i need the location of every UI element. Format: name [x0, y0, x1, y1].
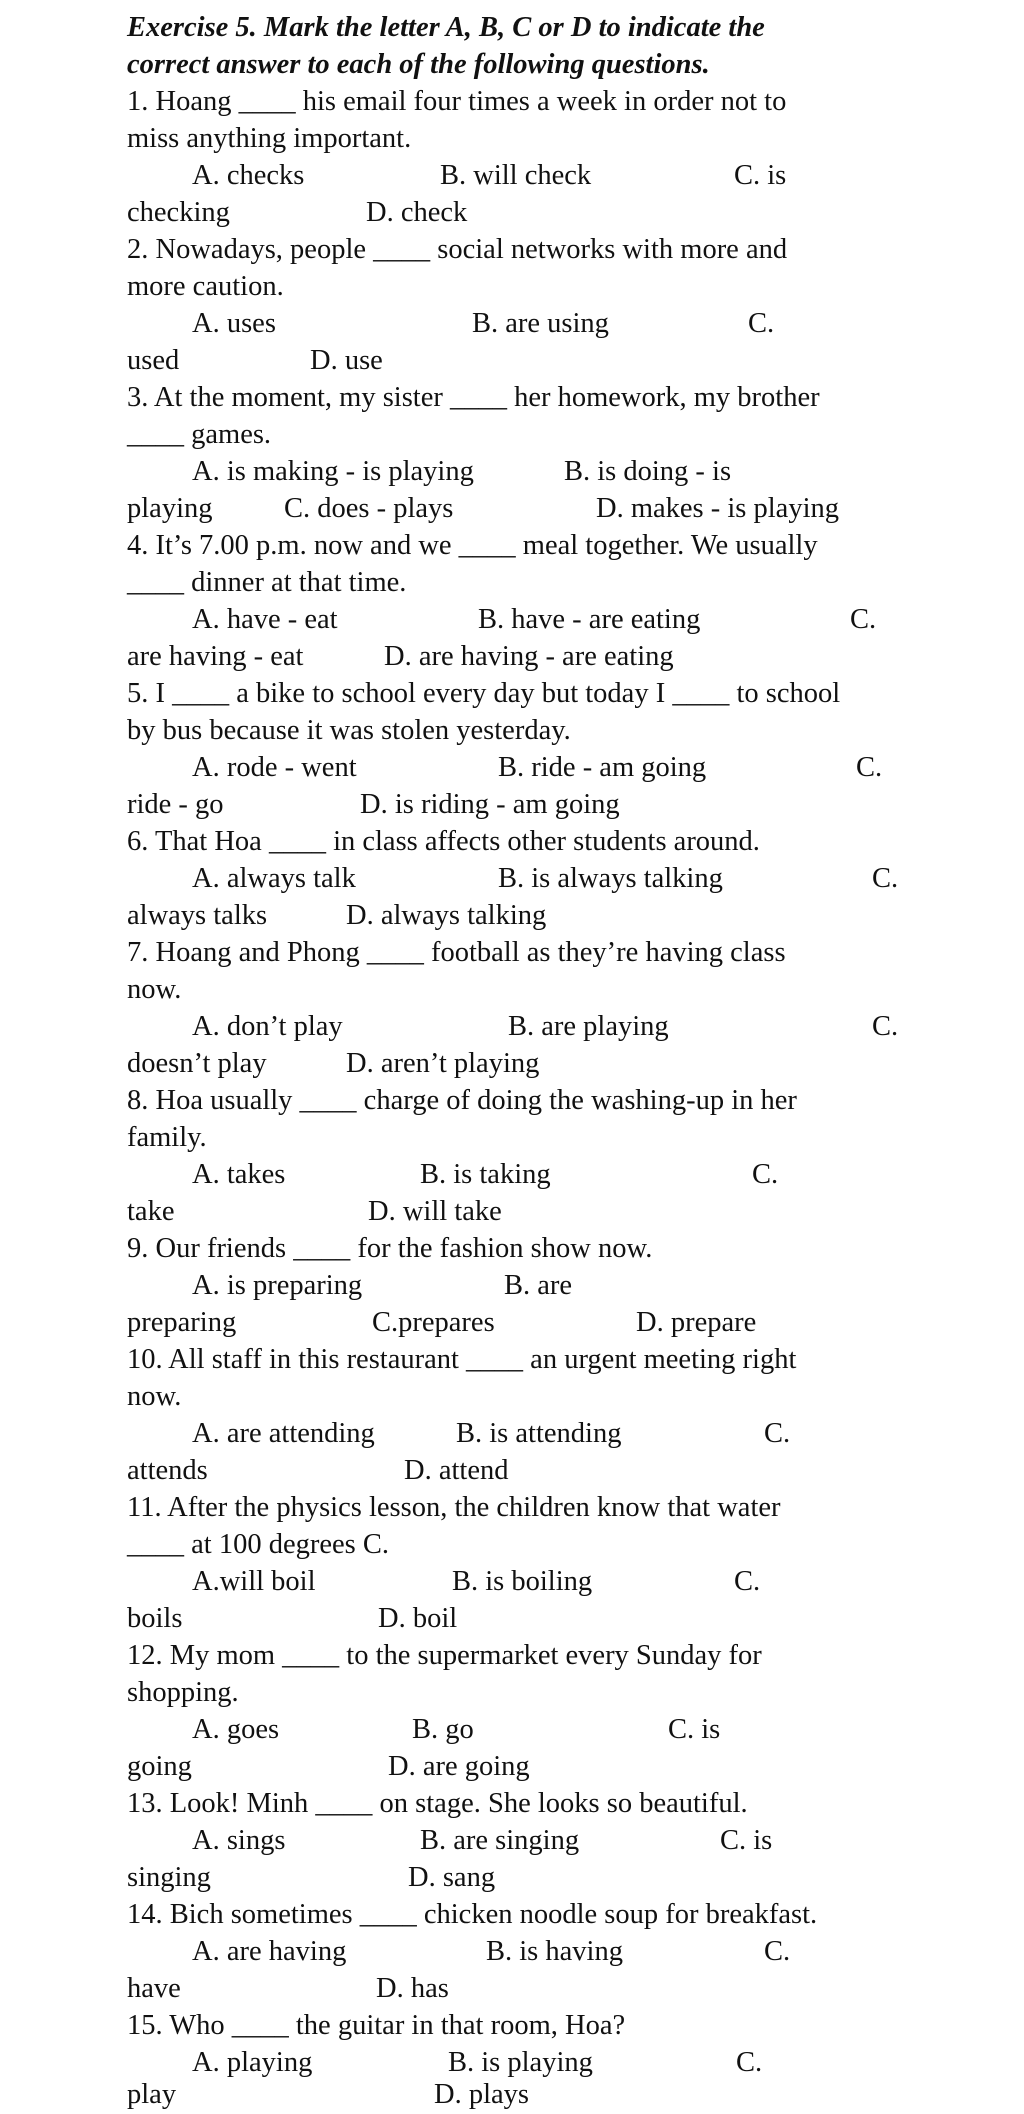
q14-option-c-cont: have: [127, 1973, 181, 2004]
q12-option-d: D. are going: [388, 1751, 530, 1782]
q2-option-c: C.: [748, 308, 775, 339]
q11-option-a: A.will boil: [192, 1566, 316, 1597]
q7-option-b: B. are playing: [508, 1011, 669, 1042]
q5-option-b: B. ride - am going: [498, 752, 707, 783]
q11-option-b: B. is boiling: [452, 1566, 593, 1597]
question-5-text: 5. I ____ a bike to school every day but today I ____ to school: [127, 678, 841, 709]
q5-option-d: D. is riding - am going: [360, 789, 620, 820]
q6-option-c-cont: always talks: [127, 900, 268, 931]
q13-option-b: B. are singing: [420, 1825, 580, 1856]
question-2-text-cont: more caution.: [127, 271, 284, 302]
exercise-title-line-2: correct answer to each of the following questions.: [127, 49, 710, 80]
q5-option-c-cont: ride - go: [127, 789, 224, 820]
q2-option-b: B. are using: [472, 308, 609, 339]
question-10-text-cont: now.: [127, 1381, 182, 1412]
q7-option-c-cont: doesn’t play: [127, 1048, 267, 1079]
question-1-text: 1. Hoang ____ his email four times a week in order not to: [127, 86, 787, 117]
question-10-text: 10. All staff in this restaurant ____ an urgent meeting right: [127, 1344, 797, 1375]
q6-option-a: A. always talk: [192, 863, 356, 894]
q8-option-b: B. is taking: [420, 1159, 551, 1190]
exercise-title-line-1: Exercise 5. Mark the letter A, B, C or D to indicate the: [127, 12, 765, 43]
question-1-text-cont: miss anything important.: [127, 123, 412, 154]
q14-option-a: A. are having: [192, 1936, 347, 1967]
q4-option-c: C.: [850, 604, 877, 635]
q8-option-c: C.: [752, 1159, 779, 1190]
q1-option-c-cont: checking: [127, 197, 230, 228]
question-15-text: 15. Who ____ the guitar in that room, Hoa?: [127, 2010, 626, 2041]
q1-option-d: D. check: [366, 197, 468, 228]
question-11-text-cont: ____ at 100 degrees C.: [127, 1529, 389, 1560]
q12-option-c-cont: going: [127, 1751, 192, 1782]
question-13-text: 13. Look! Minh ____ on stage. She looks so beautiful.: [127, 1788, 748, 1819]
q8-option-c-cont: take: [127, 1196, 175, 1227]
question-4-text: 4. It’s 7.00 p.m. now and we ____ meal together. We usually: [127, 530, 818, 561]
question-3-text: 3. At the moment, my sister ____ her homework, my brother: [127, 382, 820, 413]
q1-option-b: B. will check: [440, 160, 592, 191]
q8-option-a: A. takes: [192, 1159, 286, 1190]
question-8-text: 8. Hoa usually ____ charge of doing the washing-up in her: [127, 1085, 797, 1116]
q15-option-c: C.: [736, 2047, 763, 2078]
q3-option-b: B. is doing - is: [564, 456, 732, 487]
q12-option-a: A. goes: [192, 1714, 280, 1745]
q13-option-c: C. is: [720, 1825, 773, 1856]
q10-option-c-cont: attends: [127, 1455, 208, 1486]
q9-option-b-cont: preparing: [127, 1307, 237, 1338]
q4-option-a: A. have - eat: [192, 604, 338, 635]
question-14-text: 14. Bich sometimes ____ chicken noodle soup for breakfast.: [127, 1899, 818, 1930]
q11-option-c-cont: boils: [127, 1603, 183, 1634]
q3-option-c: C. does - plays: [284, 493, 454, 524]
q15-option-a: A. playing: [192, 2047, 313, 2078]
q1-option-c: C. is: [734, 160, 787, 191]
q9-option-b: B. are: [504, 1270, 573, 1301]
q11-option-d: D. boil: [378, 1603, 458, 1634]
q6-option-c: C.: [872, 863, 899, 894]
question-7-text: 7. Hoang and Phong ____ football as they’re having class: [127, 937, 786, 968]
q6-option-d: D. always talking: [346, 900, 547, 931]
q3-option-a: A. is making - is playing: [192, 456, 474, 487]
q4-option-b: B. have - are eating: [478, 604, 701, 635]
q10-option-c: C.: [764, 1418, 791, 1449]
q3-option-b-cont: playing: [127, 493, 213, 524]
q7-option-d: D. aren’t playing: [346, 1048, 540, 1079]
question-4-text-cont: ____ dinner at that time.: [127, 567, 407, 598]
q14-option-c: C.: [764, 1936, 791, 1967]
q15-option-b: B. is playing: [448, 2047, 593, 2078]
q9-option-c: C.prepares: [372, 1307, 495, 1338]
q9-option-d: D. prepare: [636, 1307, 757, 1338]
q10-option-b: B. is attending: [456, 1418, 622, 1449]
q6-option-b: B. is always talking: [498, 863, 723, 894]
q2-option-c-cont: used: [127, 345, 180, 376]
q10-option-a: A. are attending: [192, 1418, 375, 1449]
q1-option-a: A. checks: [192, 160, 305, 191]
q12-option-b: B. go: [412, 1714, 474, 1745]
question-6-text: 6. That Hoa ____ in class affects other students around.: [127, 826, 760, 857]
question-2-text: 2. Nowadays, people ____ social networks with more and: [127, 234, 788, 265]
q14-option-d: D. has: [376, 1973, 449, 2004]
question-9-text: 9. Our friends ____ for the fashion show now.: [127, 1233, 653, 1264]
q5-option-a: A. rode - went: [192, 752, 357, 783]
q4-option-c-cont: are having - eat: [127, 641, 304, 672]
q11-option-c: C.: [734, 1566, 761, 1597]
q12-option-c: C. is: [668, 1714, 721, 1745]
q8-option-d: D. will take: [368, 1196, 502, 1227]
question-12-text: 12. My mom ____ to the supermarket every Sunday for: [127, 1640, 762, 1671]
q5-option-c: C.: [856, 752, 883, 783]
q15-option-d: D. plays: [434, 2079, 529, 2110]
q10-option-d: D. attend: [404, 1455, 509, 1486]
q3-option-d: D. makes - is playing: [596, 493, 840, 524]
question-12-text-cont: shopping.: [127, 1677, 239, 1708]
q2-option-d: D. use: [310, 345, 383, 376]
q9-option-a: A. is preparing: [192, 1270, 363, 1301]
question-11-text: 11. After the physics lesson, the children know that water: [127, 1492, 781, 1523]
q13-option-a: A. sings: [192, 1825, 286, 1856]
question-3-text-cont: ____ games.: [127, 419, 272, 450]
q7-option-a: A. don’t play: [192, 1011, 343, 1042]
q13-option-d: D. sang: [408, 1862, 496, 1893]
q15-option-c-cont: play: [127, 2079, 177, 2110]
q7-option-c: C.: [872, 1011, 899, 1042]
question-8-text-cont: family.: [127, 1122, 207, 1153]
question-5-text-cont: by bus because it was stolen yesterday.: [127, 715, 571, 746]
question-7-text-cont: now.: [127, 974, 182, 1005]
q14-option-b: B. is having: [486, 1936, 623, 1967]
q13-option-c-cont: singing: [127, 1862, 211, 1893]
q4-option-d: D. are having - are eating: [384, 641, 674, 672]
q2-option-a: A. uses: [192, 308, 276, 339]
